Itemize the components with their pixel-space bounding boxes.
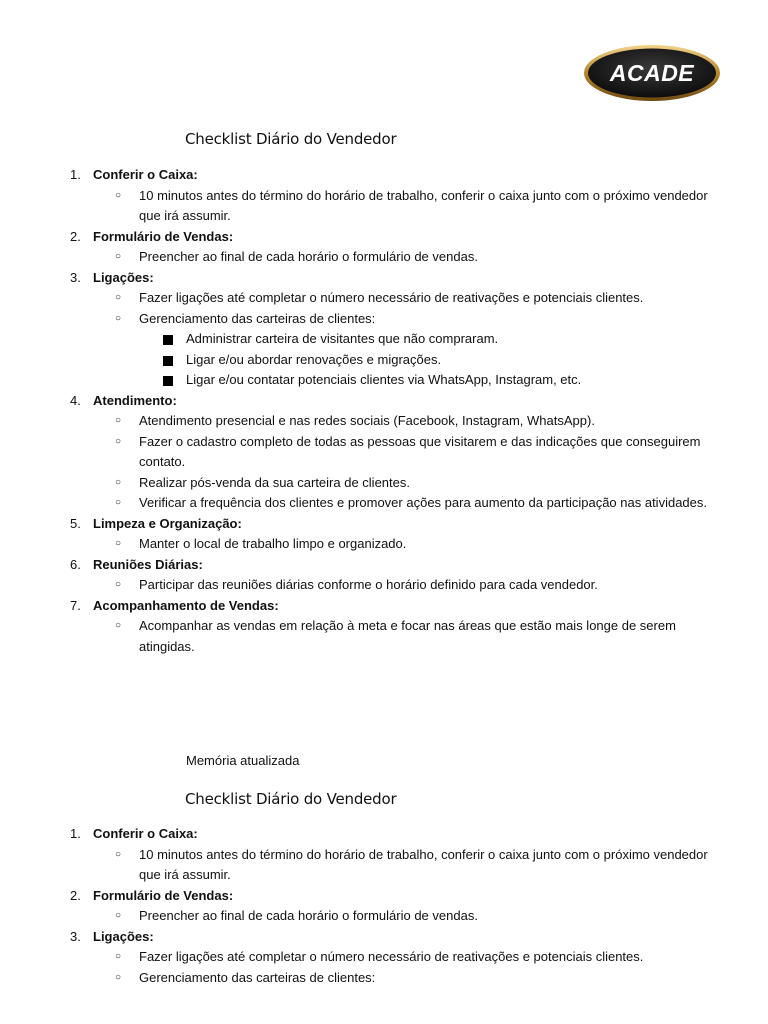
sub-item-text: Preencher ao final de cada horário o formulário de vendas. <box>139 249 478 264</box>
circle-bullet-icon: ○ <box>115 620 122 631</box>
sub-sub-item-text: Ligar e/ou contatar potenciais clientes via WhatsApp, Instagram, etc. <box>186 372 582 387</box>
sub-item <box>0 411 768 432</box>
sub-sub-item <box>0 350 768 371</box>
sub-item-text: Acompanhar as vendas em relação à meta e focar nas áreas que estão mais longe de serem atingidas. <box>139 618 676 654</box>
sub-sub-item <box>0 329 768 350</box>
sub-item <box>0 473 768 494</box>
item-heading: Limpeza e Organização: <box>93 515 242 531</box>
item-number: 2. <box>70 228 81 244</box>
sub-item <box>0 493 768 514</box>
sub-item <box>0 616 768 657</box>
checklist-1 <box>0 165 768 657</box>
sub-item <box>0 968 768 989</box>
item-heading: Ligações: <box>93 928 154 944</box>
circle-bullet-icon: ○ <box>115 435 122 447</box>
circle-bullet-icon: ○ <box>115 538 122 549</box>
item-heading: Atendimento: <box>93 392 177 408</box>
item-number: 1. <box>70 826 81 841</box>
list-item <box>0 927 768 948</box>
sub-item-text: Gerenciamento das carteiras de clientes: <box>139 310 376 326</box>
list-item <box>0 391 768 412</box>
circle-bullet-icon: ○ <box>115 189 122 201</box>
checklist-2 <box>0 824 768 988</box>
item-heading: Acompanhamento de Vendas: <box>93 597 279 613</box>
acade-logo <box>583 44 721 102</box>
checklist-title-2: Checklist Diário do Vendedor <box>185 790 397 808</box>
sub-item-text: 10 minutos antes do término do horário de trabalho, conferir o caixa junto com o próximo vendedor que irá assumir. <box>139 846 708 882</box>
sub-item-text: Verificar a frequência dos clientes e promover ações para aumento da participação nas atividades. <box>139 495 707 510</box>
circle-bullet-icon: ○ <box>115 292 122 303</box>
circle-bullet-icon: ○ <box>115 910 122 921</box>
circle-bullet-icon: ○ <box>115 415 122 426</box>
item-number: 2. <box>70 887 81 903</box>
circle-bullet-icon: ○ <box>115 951 122 962</box>
list-item <box>0 227 768 248</box>
sub-item <box>0 247 768 268</box>
circle-bullet-icon: ○ <box>115 579 122 590</box>
sub-item <box>0 947 768 968</box>
item-heading: Ligações: <box>93 269 154 285</box>
item-heading: Reuniões Diárias: <box>93 556 203 572</box>
sub-item-text: Realizar pós-venda da sua carteira de clientes. <box>139 474 410 490</box>
sub-item <box>0 575 768 596</box>
item-heading: Conferir o Caixa: <box>93 167 198 182</box>
item-number: 3. <box>70 269 81 285</box>
sub-item <box>0 845 768 886</box>
sub-item <box>0 309 768 330</box>
list-item <box>0 596 768 617</box>
item-number: 6. <box>70 556 81 572</box>
circle-bullet-icon: ○ <box>115 476 122 488</box>
sub-item <box>0 186 768 227</box>
sub-sub-item <box>0 370 768 391</box>
sub-item-text: Fazer ligações até completar o número necessário de reativações e potenciais clientes. <box>139 290 644 305</box>
memo-label: Memória atualizada <box>186 753 300 768</box>
sub-item-text: Fazer o cadastro completo de todas as pessoas que visitarem e das indicações que conseguirem contato. <box>139 433 701 469</box>
sub-item-text: Fazer ligações até completar o número necessário de reativações e potenciais clientes. <box>139 949 644 964</box>
list-item <box>0 886 768 907</box>
square-bullet-icon <box>163 335 173 345</box>
square-bullet-icon <box>163 356 173 366</box>
item-number: 3. <box>70 928 81 944</box>
logo-text: ACADE <box>609 60 695 86</box>
square-bullet-icon <box>163 376 173 386</box>
sub-item <box>0 534 768 555</box>
sub-item-text: Preencher ao final de cada horário o formulário de vendas. <box>139 908 478 923</box>
list-item <box>0 165 768 186</box>
list-item <box>0 555 768 576</box>
item-number: 1. <box>70 167 81 182</box>
item-heading: Conferir o Caixa: <box>93 826 198 841</box>
circle-bullet-icon: ○ <box>115 497 122 508</box>
item-number: 7. <box>70 597 81 613</box>
item-number: 4. <box>70 392 81 408</box>
sub-item-text: Participar das reuniões diárias conforme o horário definido para cada vendedor. <box>139 577 598 592</box>
sub-item <box>0 906 768 927</box>
sub-item-text: Gerenciamento das carteiras de clientes: <box>139 969 376 985</box>
circle-bullet-icon: ○ <box>115 848 122 860</box>
list-item <box>0 268 768 289</box>
sub-item <box>0 288 768 309</box>
sub-item <box>0 432 768 473</box>
circle-bullet-icon: ○ <box>115 251 122 262</box>
sub-item-text: Manter o local de trabalho limpo e organizado. <box>139 536 407 551</box>
circle-bullet-icon: ○ <box>115 312 122 324</box>
item-number: 5. <box>70 515 81 531</box>
item-heading: Formulário de Vendas: <box>93 228 234 244</box>
list-item <box>0 514 768 535</box>
list-item <box>0 824 768 845</box>
circle-bullet-icon: ○ <box>115 971 122 983</box>
item-heading: Formulário de Vendas: <box>93 887 234 903</box>
checklist-title: Checklist Diário do Vendedor <box>185 130 397 148</box>
sub-sub-item-text: Ligar e/ou abordar renovações e migrações. <box>186 351 442 367</box>
sub-sub-item-text: Administrar carteira de visitantes que não compraram. <box>186 331 499 346</box>
sub-item-text: Atendimento presencial e nas redes sociais (Facebook, Instagram, WhatsApp). <box>139 413 595 428</box>
sub-item-text: 10 minutos antes do término do horário de trabalho, conferir o caixa junto com o próximo vendedor que irá assumir. <box>139 187 708 223</box>
